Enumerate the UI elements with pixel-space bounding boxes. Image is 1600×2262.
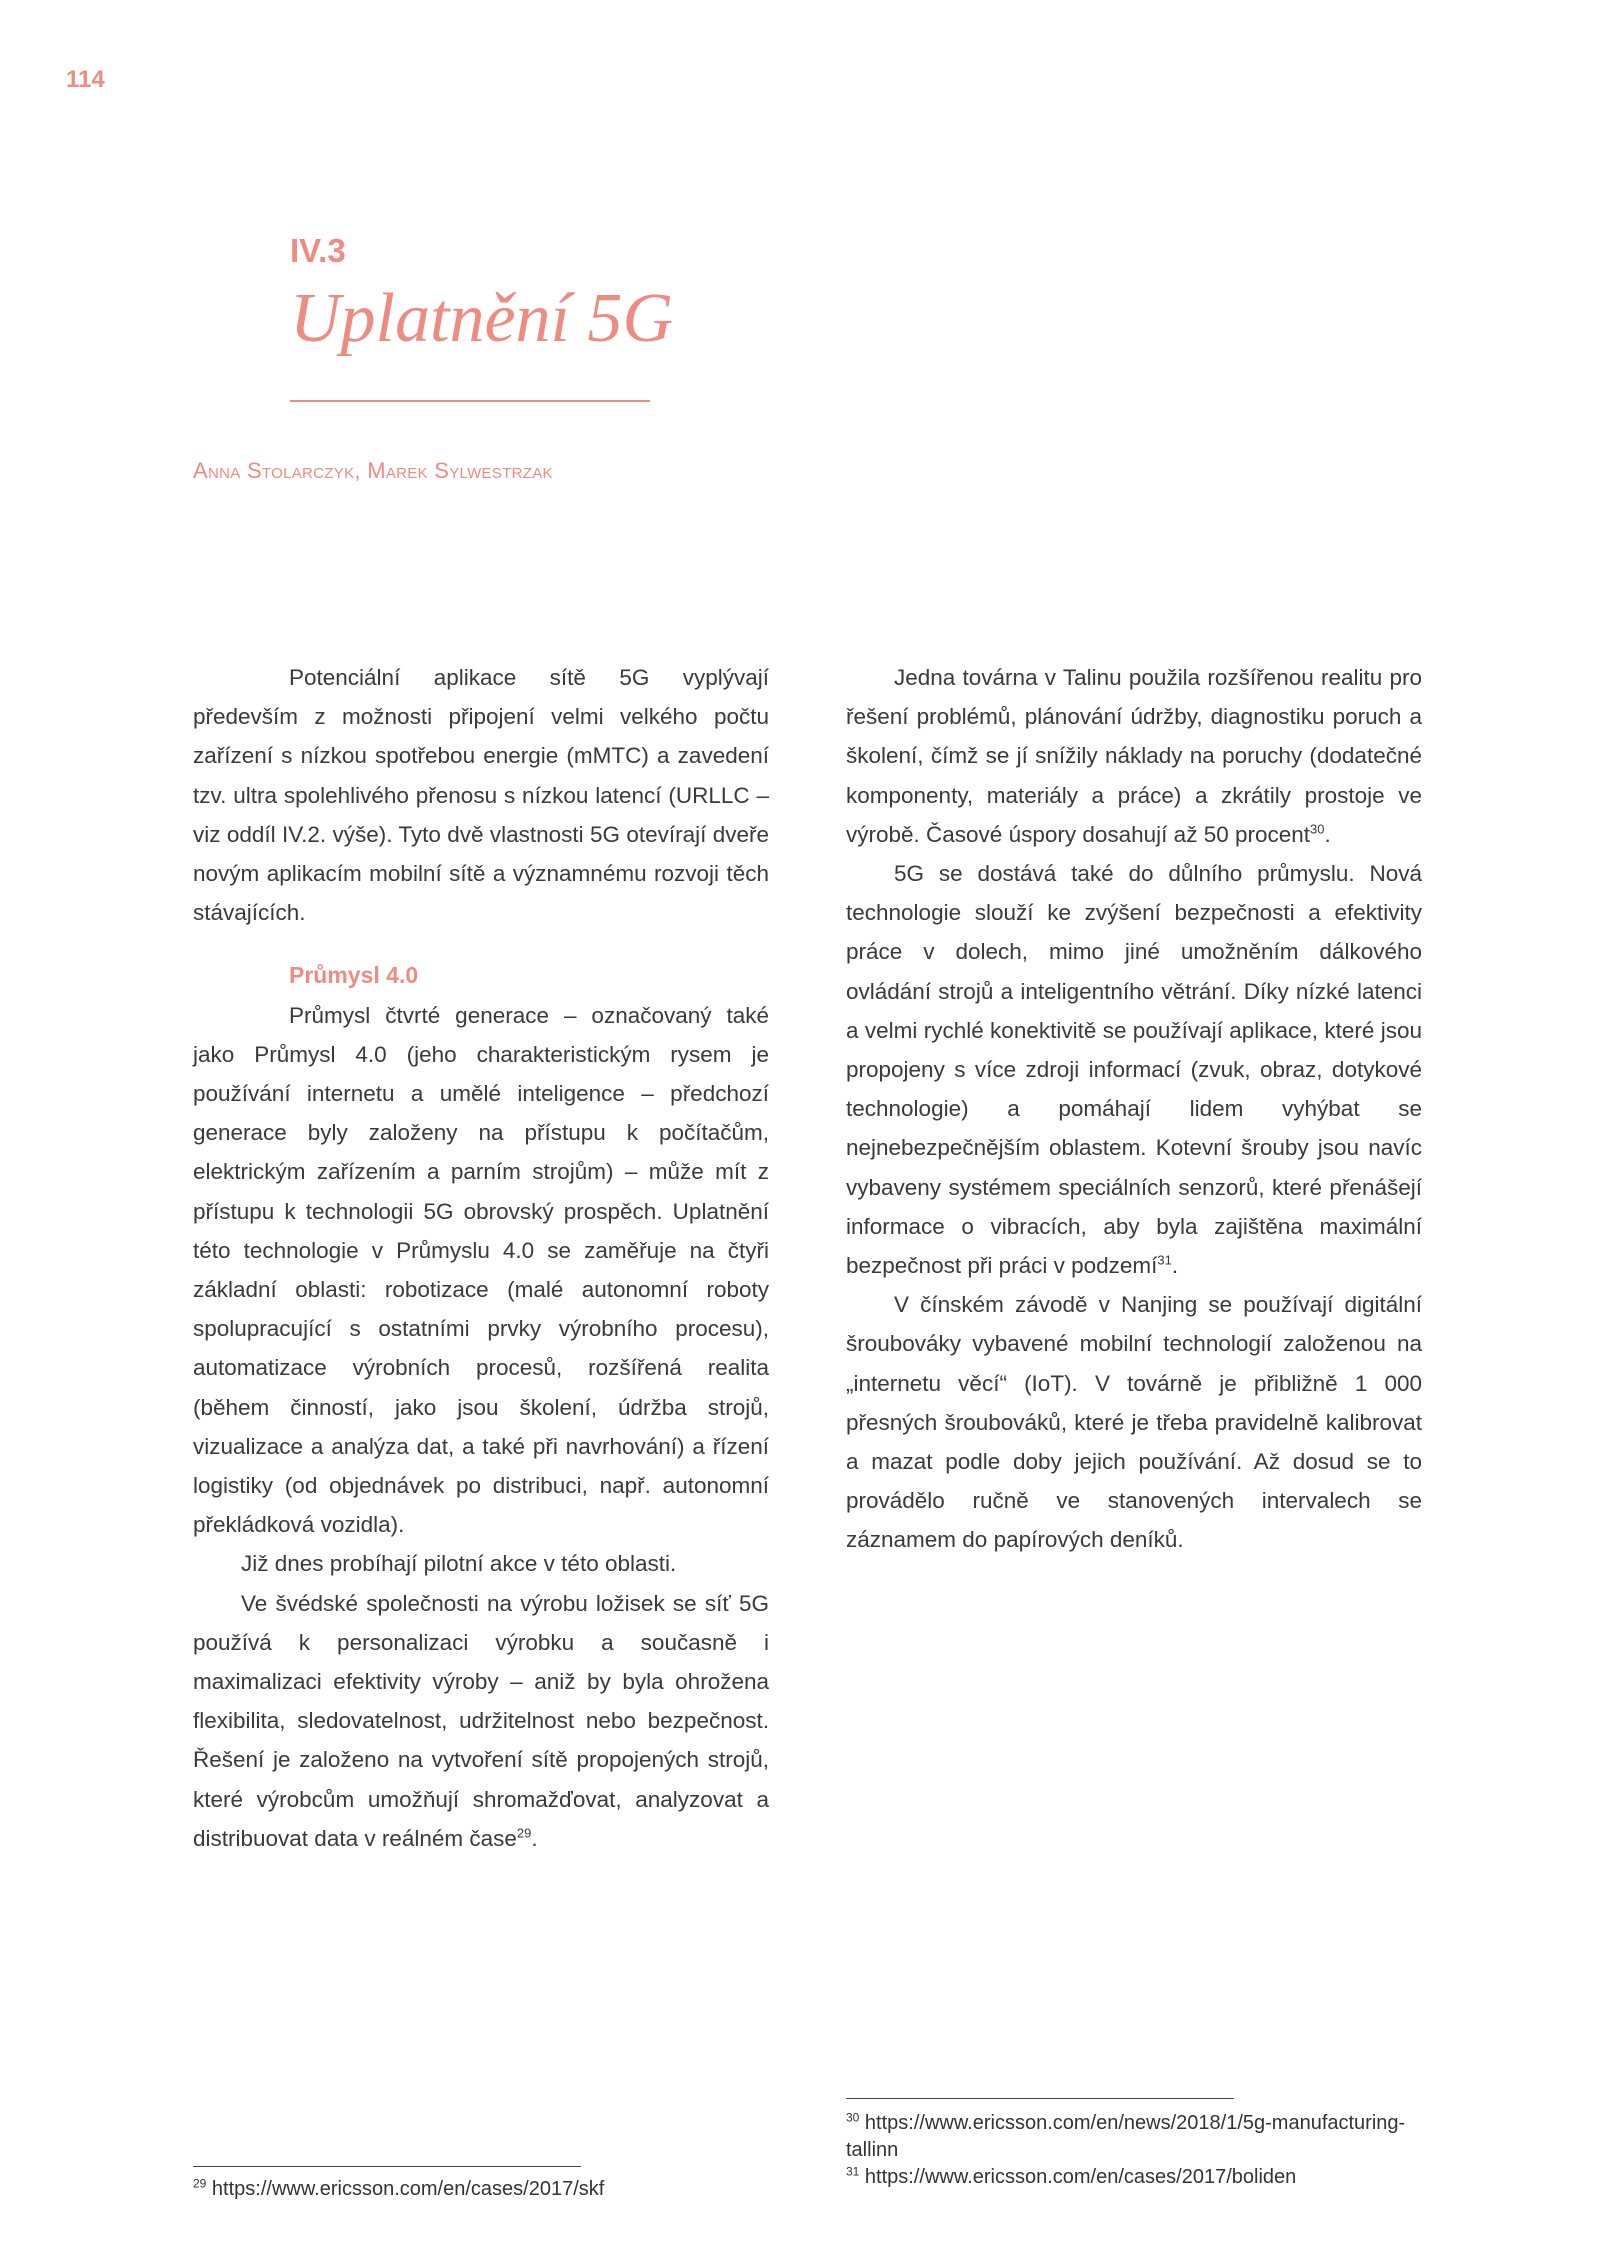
paragraph: Ve švédské společnosti na výrobu ložisek se síť 5G používá k personalizaci výrobku a současně i maximalizaci efektivity výroby – aniž by byla ohrožena flexibilita, sledovatelnost, udržitelnost nebo bezpečnost. Řešení je založeno na vytvoření sítě propojených strojů, které výrobcům umožňují shromažďovat, analyzovat a distribuovat data v reálném čase$^{29}$. [193, 1590, 769, 1851]
footnote-30 [846, 2110, 1406, 2164]
footnote-link[interactable]: https://www.ericsson.com/en/news/2018/1/5g-manufacturing-tallinn [846, 2112, 1406, 2161]
chapter-title: Uplatnění 5G [290, 280, 674, 357]
right-column [846, 658, 1422, 1560]
footnote-divider [193, 2166, 581, 2167]
paragraph: Potenciální aplikace sítě 5G vyplývají především z možnosti připojení velmi velkého počtu zařízení s nízkou spotřebou energie (mMTC) a zavedení tzv. ultra spolehlivého přenosu s nízkou latencí (URLLC – viz oddíl IV.2. výše). Tyto dvě vlastnosti 5G otevírají dveře novým aplikacím mobilní sítě a významnému rozvoji těch stávajících. [193, 665, 769, 926]
section-number: IV.3 [290, 232, 346, 269]
paragraph-text: Ve švédské společnosti na výrobu ložisek se síť 5G používá k personalizaci výrobku a současně i maximalizaci efektivity výroby – aniž by byla ohrožena flexibilita, sledovatelnost, udržitelnost nebo bezpečnost. Řešení je založeno na vytvoření sítě propojených strojů, které výrobcům umožňují shromažďovat, analyzovat a distribuovat data v reálném čase [193, 1590, 769, 1851]
footnote-ref[interactable]: 29 [516, 1825, 532, 1841]
paragraph-text: 5G se dostává také do důlního průmyslu. Nová technologie slouží ke zvýšení bezpečnosti a efektivity práce v dolech, mimo jiné umožněním dálkového ovládání strojů a inteligentního větrání. Díky nízké latenci a velmi rychlé konektivitě se používají aplikace, které jsou propojeny s více zdroji informací (zvuk, obraz, dotykové technologie) a pomáhají lidem vyhýbat se nejnebezpečnějším oblastem. Kotevní šrouby jsou navíc vybaveny systémem speciálních senzorů, které přenášejí informace o vibracích, aby byla zajištěna maximální bezpečnost při práci v podzemí [846, 861, 1422, 1279]
footnote-number: 31 [846, 2164, 860, 2179]
footnote-number: 30 [846, 2110, 860, 2125]
footnote-ref[interactable]: 30 [1310, 821, 1325, 837]
footnote-31 [846, 2164, 1406, 2191]
footnote-29 [193, 2176, 773, 2203]
footnote-link[interactable]: https://www.ericsson.com/en/cases/2017/skf [211, 2178, 605, 2200]
paragraph: Průmysl čtvrté generace – označovaný také jako Průmysl 4.0 (jeho charakteristickým rysem je používání internetu a umělé inteligence – předchozí generace byly založeny na přístupu k počítačům, elektrickým zařízením a parním strojům) – může mít z přístupu k technologii 5G obrovský prospěch. Uplatnění této technologie v Průmyslu 4.0 se zaměřuje na čtyři základní oblasti: robotizace (malé autonomní roboty spolupracující s ostatními prvky výrobního procesu), automatizace výrobních procesů, rozšířená realita (během činností, jako jsou školení, údržba strojů, vizualizace a analýza dat, a také při navrhování) a řízení logistiky (od objednávek po distribuci, např. autonomní překládková vozidla). [193, 1002, 769, 1538]
paragraph: Jedna továrna v Talinu použila rozšířenou realitu pro řešení problémů, plánování údržby, diagnostiku poruch a školení, čímž se jí snížily náklady na poruchy (dodatečné komponenty, materiály a práce) a zkrátily prostoje ve výrobě. Časové úspory dosahují až 50 procent$^{30}$. [846, 665, 1422, 847]
footnote-ref[interactable]: 31 [1157, 1252, 1172, 1268]
title-underline [290, 400, 650, 402]
page-number: 114 [66, 66, 105, 93]
footnote-number: 29 [193, 2176, 207, 2191]
authors: Anna Stolarczyk, Marek Sylwestrzak [193, 458, 553, 483]
footnote-link[interactable]: https://www.ericsson.com/en/cases/2017/boliden [864, 2166, 1297, 2188]
subheading-prumysl: Průmysl 4.0 [289, 962, 419, 989]
paragraph: V čínském závodě v Nanjing se používají digitální šroubováky vybavené mobilní technologií založenou na „internetu věcí“ (IoT). V továrně je přibližně 1 000 přesných šroubováků, které je třeba pravidelně kalibrovat a mazat podle doby jejich používání. Až dosud se to provádělo ručně ve stanovených intervalech se záznamem do papírových deníků. [846, 1292, 1422, 1553]
paragraph: Již dnes probíhají pilotní akce v této oblasti. [241, 1551, 677, 1577]
paragraph-text: Jedna továrna v Talinu použila rozšířenou realitu pro řešení problémů, plánování údržby, diagnostiku poruch a školení, čímž se jí snížily náklady na poruchy (dodatečné komponenty, materiály a práce) a zkrátily prostoje ve výrobě. Časové úspory dosahují až 50 procent [846, 665, 1422, 847]
footnotes-right [846, 2110, 1406, 2191]
left-column [193, 658, 769, 1858]
paragraph: 5G se dostává také do důlního průmyslu. Nová technologie slouží ke zvýšení bezpečnosti a efektivity práce v dolech, mimo jiné umožněním dálkového ovládání strojů a inteligentního větrání. Díky nízké latenci a velmi rychlé konektivitě se používají aplikace, které jsou propojeny s více zdroji informací (zvuk, obraz, dotykové technologie) a pomáhají lidem vyhýbat se nejnebezpečnějším oblastem. Kotevní šrouby jsou navíc vybaveny systémem speciálních senzorů, které přenášejí informace o vibracích, aby byla zajištěna maximální bezpečnost při práci v podzemí$^{31}$. [846, 861, 1422, 1279]
footnote-divider [846, 2098, 1234, 2099]
